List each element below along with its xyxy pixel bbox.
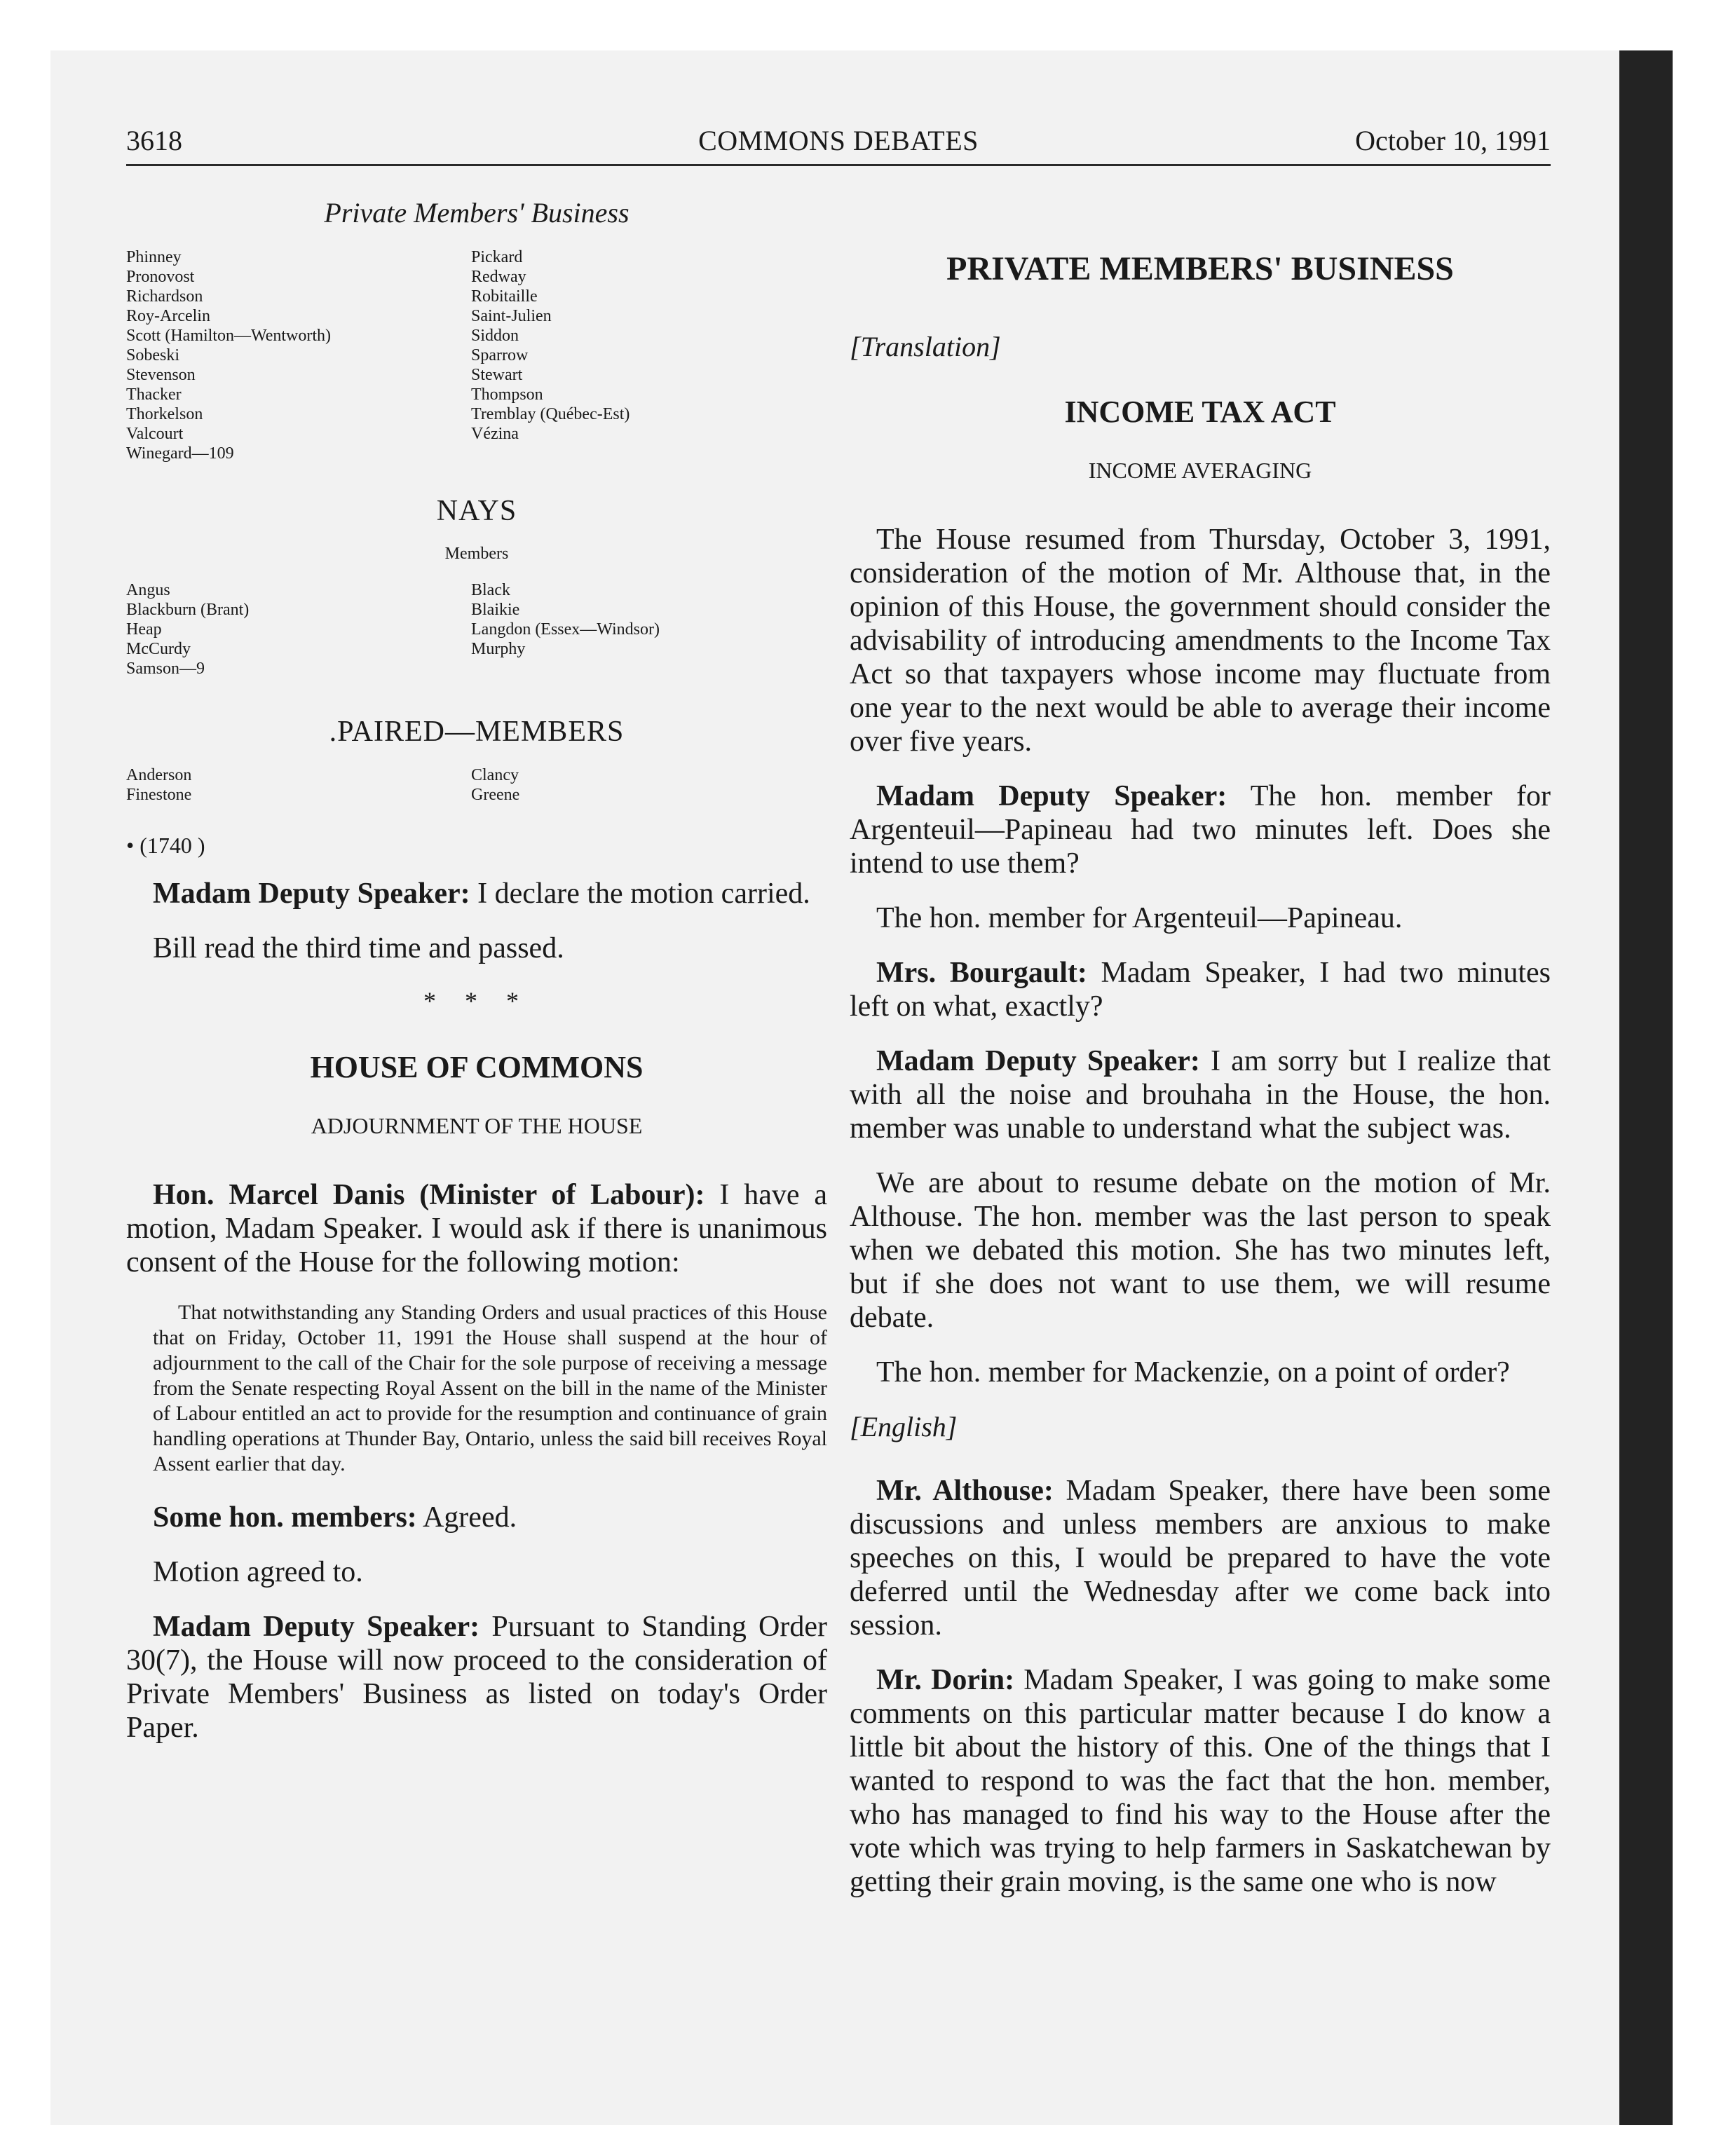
paragraph bbox=[850, 1663, 1551, 1899]
member-name: Blaikie bbox=[471, 601, 520, 619]
paragraph: The hon. member for Mackenzie, on a point of order? bbox=[876, 1356, 1510, 1389]
member-name: Langdon (Essex—Windsor) bbox=[471, 620, 660, 639]
member-name: Sobeski bbox=[126, 346, 180, 364]
paragraph-text: The hon. member for Argenteuil—Papineau had two minutes left. Does she intend to use them? bbox=[850, 780, 1551, 880]
paragraph: Motion agreed to. bbox=[153, 1556, 363, 1588]
speaker-name: Mrs. Bourgault: bbox=[876, 957, 1087, 989]
member-name: Murphy bbox=[471, 640, 526, 658]
paragraph: The House resumed from Thursday, October 3, 1991, consideration of the motion of Mr. Althouse that, in the opinion of this House, the government should consider the advisability of introducing amendments to the Income Tax Act so that taxpayers whose income may fluctuate from one year to the next would be able to average their income over five years. bbox=[850, 524, 1551, 758]
paragraph bbox=[126, 1610, 827, 1745]
speaker-name: Mr. Dorin: bbox=[876, 1664, 1015, 1696]
paragraph-text: Madam Speaker, I had two minutes left on what, exactly? bbox=[850, 957, 1551, 1023]
speaker-name: Madam Deputy Speaker: bbox=[876, 780, 1227, 812]
paragraph bbox=[850, 956, 1551, 1023]
speaker-name: Madam Deputy Speaker: bbox=[153, 1611, 480, 1643]
running-header bbox=[126, 125, 1551, 166]
member-name: Stewart bbox=[471, 366, 523, 384]
nays-subheading: Members bbox=[444, 545, 509, 563]
member-name: Anderson bbox=[126, 766, 192, 784]
language-note: [English] bbox=[850, 1411, 958, 1442]
right-column bbox=[850, 189, 1551, 1920]
paragraph-text: Madam Speaker, I was going to make some comments on this particular matter because I do know a little bit about the history of this. One of the things that I wanted to respond to was the fact that the hon. member, who has managed to find his way to the House after the vote which was trying to help farmers in Saskatchewan by getting their grain moving, is the same one who is now bbox=[850, 1664, 1551, 1898]
paired-heading: .PAIRED—MEMBERS bbox=[329, 716, 625, 748]
speaker-name: Madam Deputy Speaker: bbox=[876, 1045, 1200, 1077]
paragraph-text: Agreed. bbox=[416, 1501, 517, 1534]
member-name: Phinney bbox=[126, 248, 182, 266]
member-name: Thacker bbox=[126, 386, 182, 404]
paired-column-1 bbox=[126, 765, 471, 805]
member-name: Angus bbox=[126, 581, 170, 599]
speaker-name: Mr. Althouse: bbox=[876, 1475, 1054, 1507]
yeas-column-1 bbox=[126, 247, 471, 463]
member-name: Vézina bbox=[471, 425, 519, 443]
nays-heading: NAYS bbox=[436, 495, 517, 527]
member-name: Heap bbox=[126, 620, 162, 639]
section-heading: HOUSE OF COMMONS bbox=[310, 1050, 644, 1084]
yeas-column-2 bbox=[471, 247, 827, 463]
member-name: Pronovost bbox=[126, 268, 195, 286]
member-name: Black bbox=[471, 581, 510, 599]
section-title: Private Members' Business bbox=[324, 197, 630, 228]
paragraph: The hon. member for Argenteuil—Papineau. bbox=[876, 902, 1403, 934]
paragraph-text: Madam Speaker, there have been some discussions and unless members are anxious to make speeches on this, I would be prepared to have the vote deferred until the Wednesday after we come back into session. bbox=[850, 1475, 1551, 1642]
member-name: Samson—9 bbox=[126, 660, 205, 678]
paragraph bbox=[850, 1044, 1551, 1145]
member-name: Winegard—109 bbox=[126, 444, 234, 463]
paragraph bbox=[850, 1474, 1551, 1642]
scan-binding-edge bbox=[1619, 50, 1673, 2125]
paired-list bbox=[126, 765, 827, 805]
member-name: Stevenson bbox=[126, 366, 196, 384]
bill-heading: INCOME TAX ACT bbox=[1064, 395, 1336, 429]
paired-column-2 bbox=[471, 765, 827, 805]
nays-column-2 bbox=[471, 580, 827, 678]
bill-subheading: INCOME AVERAGING bbox=[1088, 458, 1312, 483]
paragraph bbox=[126, 1178, 827, 1279]
paragraph-text: I have a motion, Madam Speaker. I would ask if there is unanimous consent of the House for the following motion: bbox=[126, 1179, 827, 1278]
paragraph bbox=[126, 1501, 827, 1534]
member-name: Greene bbox=[471, 786, 520, 804]
section-subheading: ADJOURNMENT OF THE HOUSE bbox=[311, 1113, 643, 1138]
paragraph: Bill read the third time and passed. bbox=[153, 932, 564, 964]
member-name: Roy-Arcelin bbox=[126, 307, 210, 325]
member-name: Robitaille bbox=[471, 287, 538, 306]
left-column bbox=[126, 189, 827, 1766]
member-name: Valcourt bbox=[126, 425, 184, 443]
member-name: Pickard bbox=[471, 248, 523, 266]
member-name: McCurdy bbox=[126, 640, 191, 658]
paragraph-text: I declare the motion carried. bbox=[470, 878, 810, 910]
speaker-name: Some hon. members: bbox=[153, 1501, 417, 1534]
header-date: October 10, 1991 bbox=[1355, 125, 1551, 156]
member-name: Clancy bbox=[471, 766, 519, 784]
yeas-list bbox=[126, 247, 827, 463]
speaker-name: Hon. Marcel Danis (Minister of Labour): bbox=[153, 1179, 705, 1211]
member-name: Blackburn (Brant) bbox=[126, 601, 250, 619]
publication-title: COMMONS DEBATES bbox=[698, 125, 979, 156]
member-name: Saint-Julien bbox=[471, 307, 552, 325]
member-name: Redway bbox=[471, 268, 526, 286]
section-heading: PRIVATE MEMBERS' BUSINESS bbox=[946, 250, 1454, 287]
speaker-name: Madam Deputy Speaker: bbox=[153, 878, 470, 910]
section-separator: * * * bbox=[423, 987, 530, 1015]
page-number: 3618 bbox=[126, 125, 182, 156]
member-name: Richardson bbox=[126, 287, 203, 306]
member-name: Siddon bbox=[471, 327, 519, 345]
paragraph bbox=[126, 877, 827, 910]
member-name: Thorkelson bbox=[126, 405, 203, 423]
time-marker: • (1740 ) bbox=[126, 833, 205, 858]
language-note: [Translation] bbox=[850, 331, 1001, 362]
motion-quote: That notwithstanding any Standing Orders and usual practices of this House that on Friday, October 11, 1991 the House shall suspend at the hour of adjournment to the call of the Chair for the sole purpose of receiving a message from the Senate respecting Royal Assent on the bill in the name of the Minister of Labour entitled an act to provide for the resumption and continuance of grain handling operations at Thunder Bay, Ontario, unless the said bill receives Royal Assent earlier that day. bbox=[153, 1301, 827, 1475]
member-name: Thompson bbox=[471, 386, 543, 404]
member-name: Finestone bbox=[126, 786, 192, 804]
member-name: Scott (Hamilton—Wentworth) bbox=[126, 327, 332, 345]
paragraph-text: I am sorry but I realize that with all the noise and brouhaha in the House, the hon. member was unable to understand what the subject was. bbox=[850, 1045, 1551, 1145]
nays-list bbox=[126, 580, 827, 678]
member-name: Tremblay (Québec-Est) bbox=[471, 405, 630, 423]
paragraph bbox=[850, 779, 1551, 880]
member-name: Sparrow bbox=[471, 346, 529, 364]
paragraph: We are about to resume debate on the motion of Mr. Althouse. The hon. member was the last person to speak when we debated this motion. She has two minutes left, but if she does not want to use them, we will resume debate. bbox=[850, 1167, 1551, 1334]
paragraph-text: Pursuant to Standing Order 30(7), the House will now proceed to the consideration of Private Members' Business as listed on today's Order Paper. bbox=[126, 1611, 828, 1744]
nays-column-1 bbox=[126, 580, 471, 678]
